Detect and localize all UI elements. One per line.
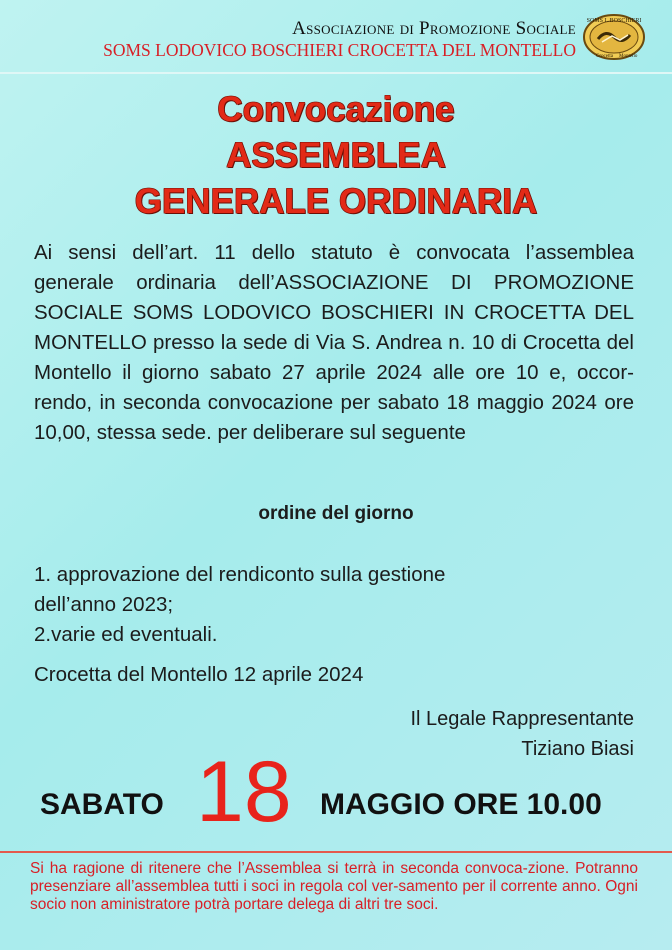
highlight-day-number: 18	[196, 744, 292, 840]
signature-role: Il Legale Rappresentante	[410, 708, 634, 730]
highlight-month-time: MAGGIO ORE 10.00	[320, 788, 602, 821]
agenda-list	[34, 560, 445, 650]
date-place: Crocetta del Montello 12 aprile 2024	[34, 663, 364, 686]
header-divider	[0, 72, 672, 74]
agenda-item: dell’anno 2023;	[34, 593, 174, 616]
footer-divider	[0, 851, 672, 853]
title-line-1: Convocazione	[217, 90, 455, 129]
org-name-line1: Associazione di Promozione Sociale	[292, 18, 576, 39]
agenda-item: 2.varie ed eventuali.	[34, 623, 218, 646]
org-name-line2: SOMS LODOVICO BOSCHIERI CROCETTA DEL MONTELLO	[103, 40, 576, 60]
agenda-title: ordine del giorno	[258, 503, 414, 524]
signature-name: Tiziano Biasi	[521, 738, 634, 760]
header	[0, 0, 672, 74]
agenda-item: 1. approvazione del rendiconto sulla gestione	[34, 563, 446, 586]
soms-logo	[582, 12, 646, 62]
highlight-day-label: SABATO	[40, 788, 164, 821]
footer-note: Si ha ragione di ritenere che l’Assemblea si terrà in seconda convoca-zione. Potranno presenziare all’assemblea tutti i soci in regola col ver-samento per il corrente anno. Ogni socio non aministratore potrà portare delega di altri tre soci.	[30, 860, 638, 913]
signature-block	[411, 704, 635, 764]
logo-bottom-left-text: Crocetta	[596, 54, 613, 59]
title-line-3: GENERALE ORDINARIA	[134, 182, 538, 221]
logo-top-text: SOMS L.BOSCHIERI	[586, 18, 642, 24]
logo-bottom-right-text: Montello	[619, 54, 638, 59]
title-line-2: ASSEMBLEA	[226, 136, 446, 175]
convocation-text: Ai sensi dell’art. 11 dello statuto è convocata l’assemblea generale ordinaria dell’ASSOCIAZIONE DI PROMOZIONE SOCIALE SOMS LODOVICO BOSCHIERI IN CROCETTA DEL MONTELLO presso la sede di Via S. Andrea n. 10 di Crocetta del Montello il giorno sabato 27 aprile 2024 alle ore 10 e, occor-rendo, in seconda convocazione per sabato 18 maggio 2024 ore 10,00, stessa sede. per deliberare sul seguente	[34, 241, 634, 444]
